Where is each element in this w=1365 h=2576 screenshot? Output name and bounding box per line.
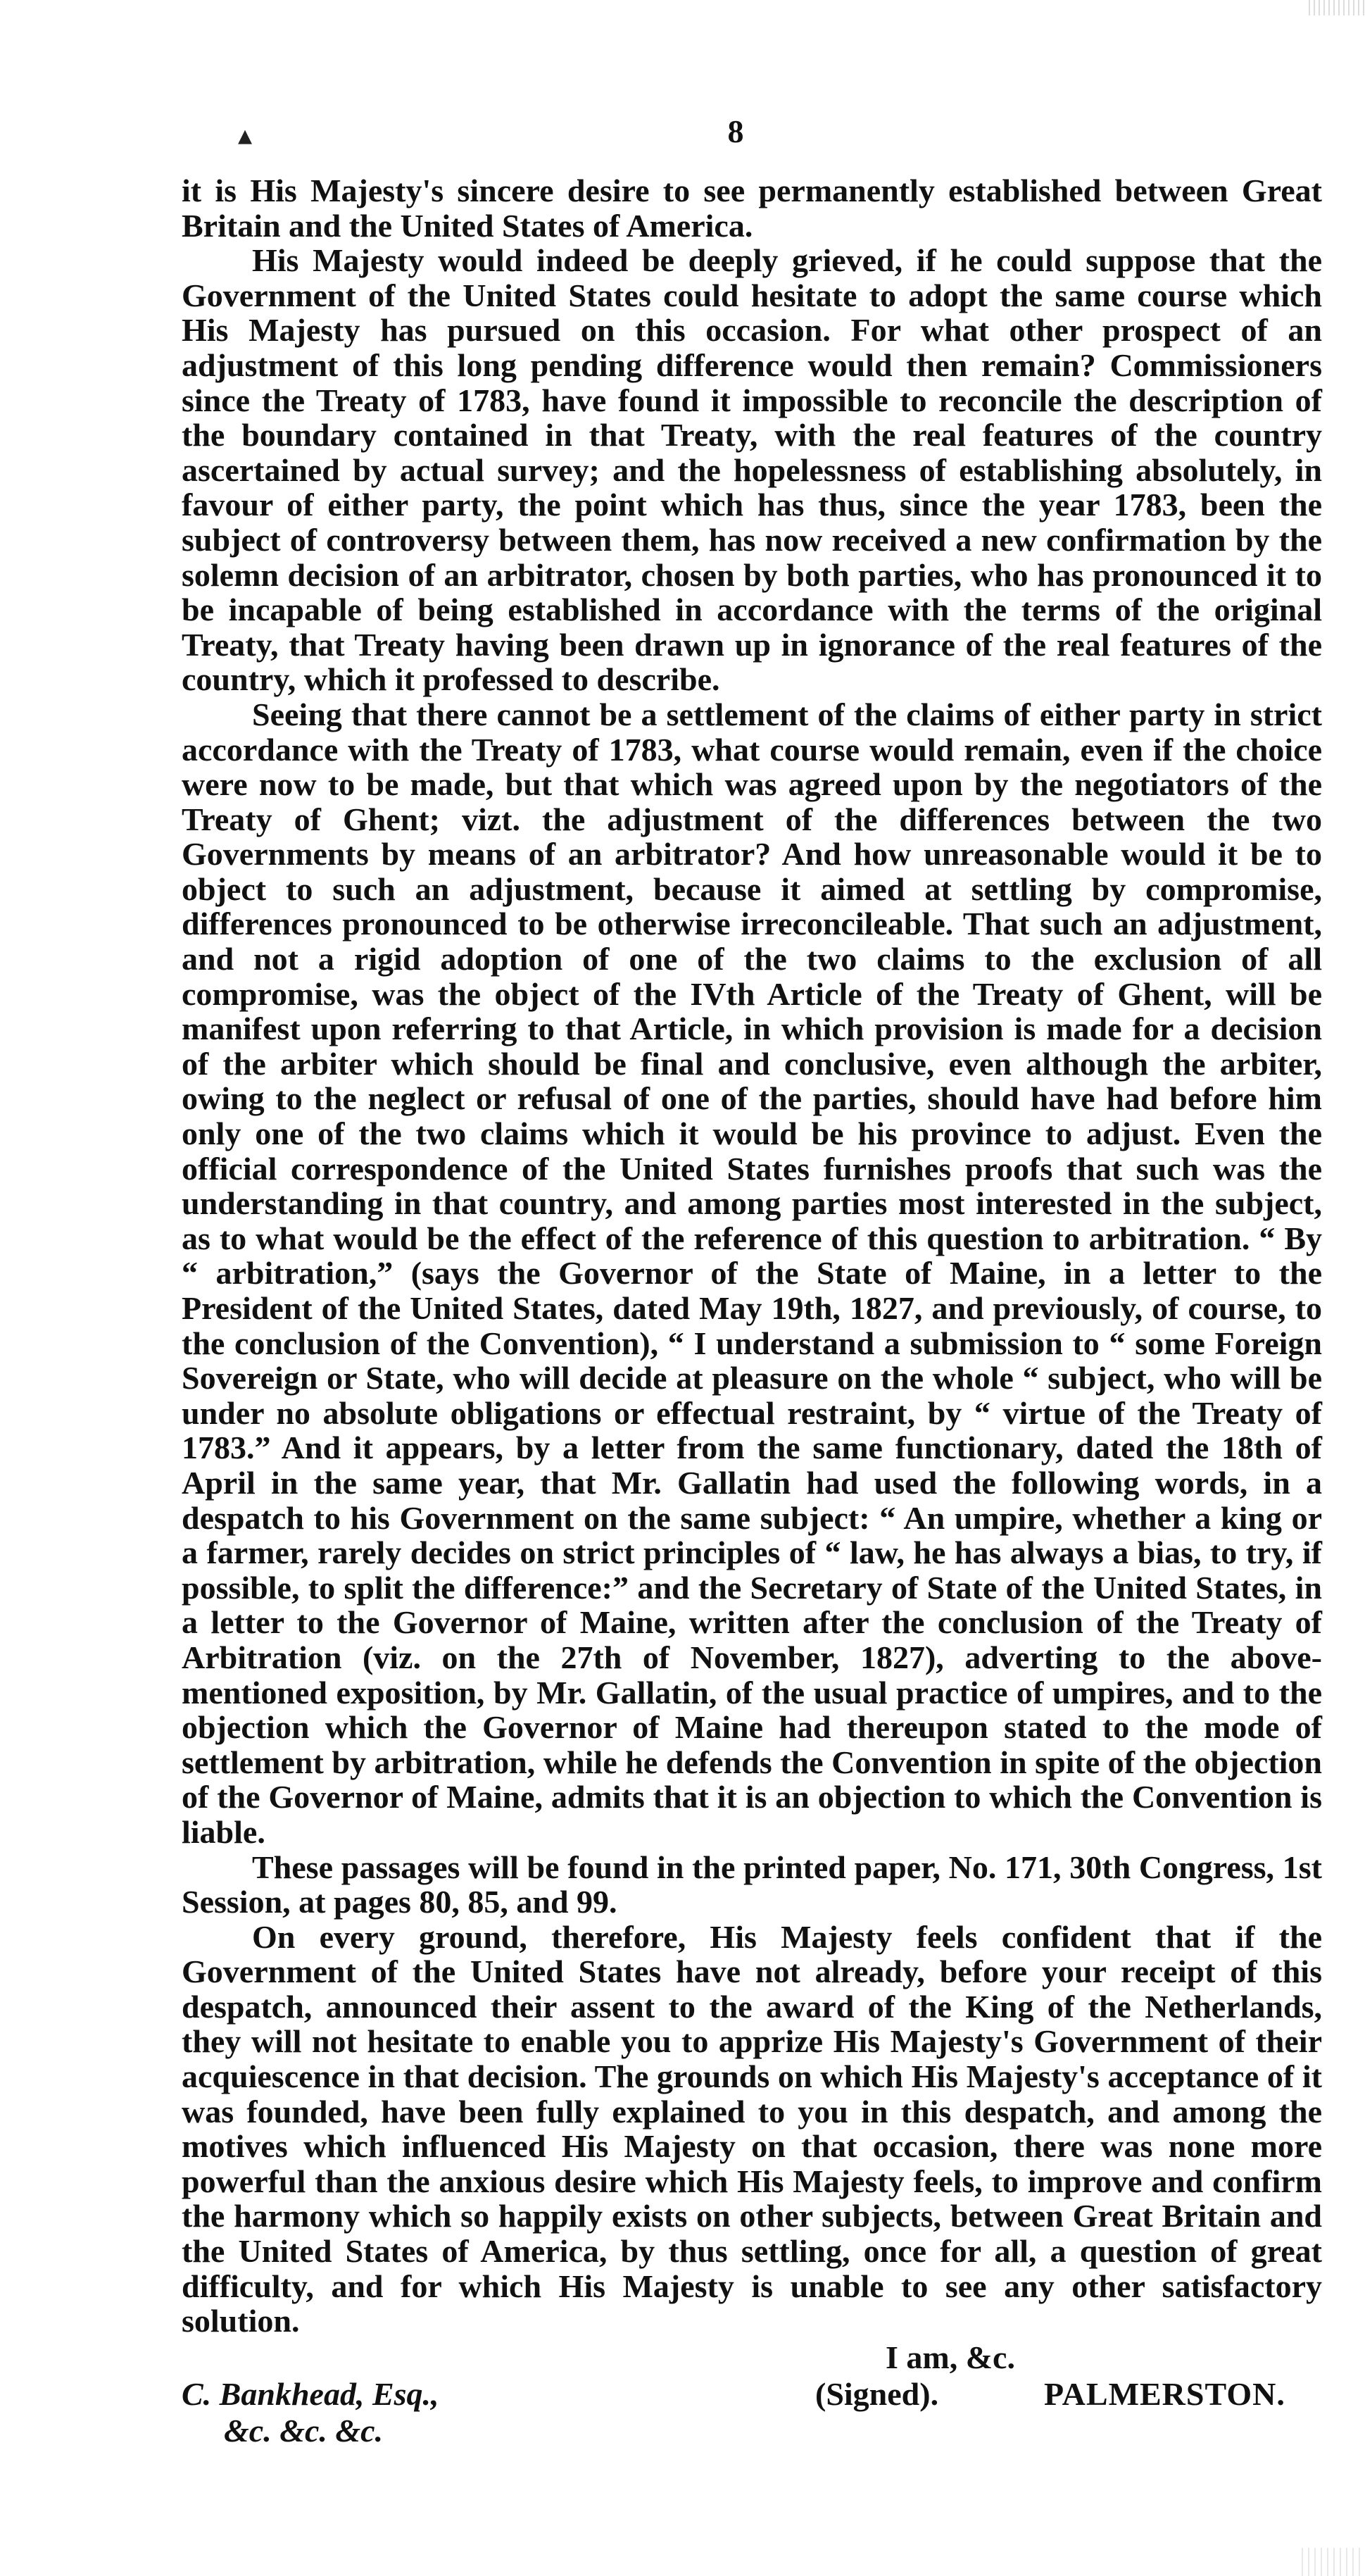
complimentary-close: I am, &c. bbox=[886, 2339, 1015, 2375]
paragraph: His Majesty would indeed be deeply grieved, if he could suppose that the Government of the United States could hesitate to adopt the same course which His Majesty has pursued on this occasion. For what other prospect of an adjustment of this long pending difference would then remain? Commissioners since the Treaty of 1783, have found it impossible to reconcile the description of the boundary contained in that Treaty, with the real features of the country ascertained by actual survey; and the hopelessness of establishing absolutely, in favour of either party, the point which has thus, since the year 1783, been the subject of controversy between them, has now received a new confirmation by the solemn decision of an arbitrator, chosen by both parties, who has pronounced it to be incapable of being established in accordance with the terms of the original Treaty, that Treaty having been drawn up in ignorance of the real features of the country, which it professed to describe. bbox=[182, 242, 1322, 698]
margin-mark: ▴ bbox=[238, 119, 253, 151]
paragraph: it is His Majesty's sincere desire to see permanently established between Great Britain and the United States of America. bbox=[182, 173, 1322, 244]
letter-closing bbox=[182, 2339, 1322, 2449]
scan-artifact bbox=[1309, 0, 1365, 15]
paragraph: These passages will be found in the printed paper, No. 171, 30th Congress, 1st Session, at pages 80, 85, and 99. bbox=[182, 1849, 1322, 1920]
page-number: 8 bbox=[727, 113, 744, 149]
signed-note: (Signed). bbox=[815, 2376, 939, 2412]
paragraph: On every ground, therefore, His Majesty feels confident that if the Government of the United States have not already, before your receipt of this despatch, announced their assent to the award of the King of the Netherlands, they will not hesitate to enable you to apprize His Majesty's Government of their acquiescence in that decision. The grounds on which His Majesty's acceptance of it was founded, have been fully explained to you in this despatch, and among the motives which influenced His Majesty on that occasion, there was none more powerful than the anxious desire which His Majesty feels, to improve and confirm the harmony which so happily exists on other subjects, between Great Britain and the United States of America, by thus settling, once for all, a question of great difficulty, and for which His Majesty is unable to see any other satisfactory solution. bbox=[182, 1918, 1322, 2339]
scan-artifact bbox=[1302, 2548, 1365, 2576]
et-cetera: &c. &c. &c. bbox=[224, 2413, 384, 2449]
signature: PALMERSTON. bbox=[1044, 2376, 1285, 2412]
paragraph: Seeing that there cannot be a settlement of the claims of either party in strict accordance with the Treaty of 1783, what course would remain, even if the choice were now to be made, but that which was agreed upon by the negotiators of the Treaty of Ghent; vizt. the adjustment of the differences between the two Governments by means of an arbitrator? And how unreasonable would it be to object to such an adjustment, because it aimed at settling by compromise, differences pronounced to be otherwise irreconcileable. That such an adjustment, and not a rigid adoption of one of the two claims to the exclusion of all compromise, was the object of the IVth Article of the Treaty of Ghent, will be manifest upon referring to that Article, in which provision is made for a decision of the arbiter which should be final and conclusive, even although the arbiter, owing to the neglect or refusal of one of the parties, should have had before him only one of the two claims which it would be his province to adjust. Even the official correspondence of the United States furnishes proofs that such was the understanding in that country, and among parties most interested in the subject, as to what would be the effect of the reference of this question to arbitration. “ By “ arbitration,” (says the Governor of the State of Maine, in a letter to the President of the United States, dated May 19th, 1827, and previously, of course, to the conclusion of the Convention), “ I understand a submission to “ some Foreign Sovereign or State, who will decide at pleasure on the whole “ subject, who will be under no absolute obligations or effectual restraint, by “ virtue of the Treaty of 1783.” And it appears, by a letter from the same functionary, dated the 18th of April in the same year, that Mr. Gallatin had used the following words, in a despatch to his Government on the same subject: “ An umpire, whether a king or a farmer, rarely decides on strict principles of “ law, he has always a bias, to try, if possible, to split the difference:” and the Secretary of State of the United States, in a letter to the Governor of Maine, written after the conclusion of the Treaty of Arbitration (viz. on the 27th of November, 1827), adverting to the above-mentioned exposition, by Mr. Gallatin, of the usual practice of umpires, and to the objection which the Governor of Maine had thereupon stated to the mode of settlement by arbitration, while he defends the Convention in spite of the objection of the Governor of Maine, admits that it is an objection to which the Convention is liable. bbox=[182, 696, 1322, 1850]
addressee: C. Bankhead, Esq., bbox=[182, 2376, 439, 2412]
document-body bbox=[182, 173, 1322, 2339]
